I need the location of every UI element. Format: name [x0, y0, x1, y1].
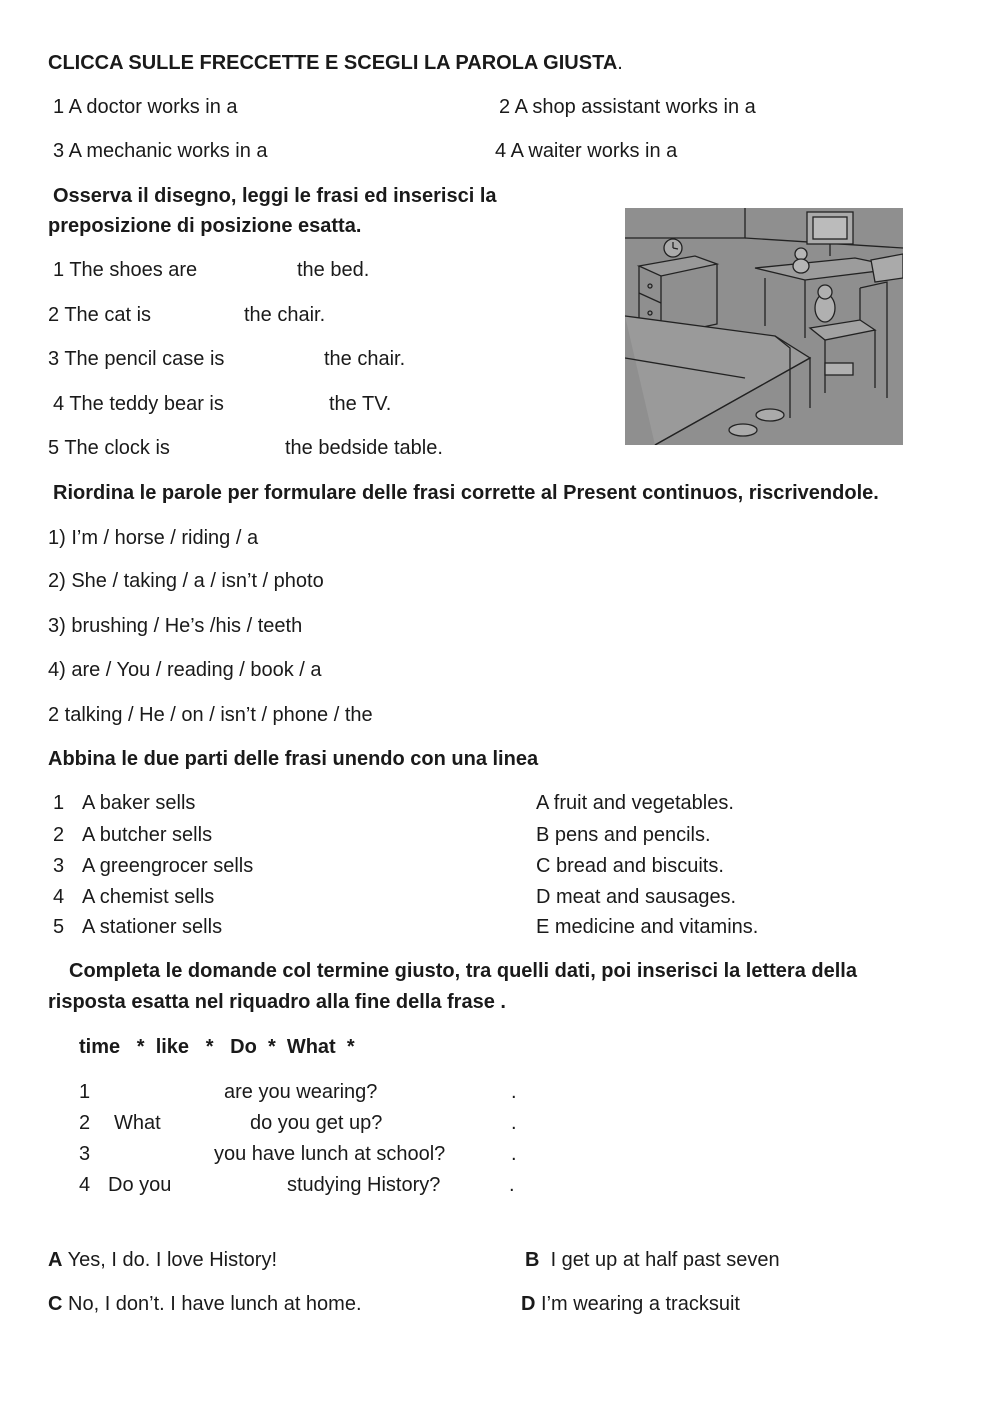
bedroom-drawing	[625, 208, 903, 445]
question-1-answer-box[interactable]: .	[511, 1081, 517, 1103]
match-left-text-5: A stationer sells	[82, 916, 223, 938]
exercise2-item-2-end: the chair.	[244, 304, 326, 326]
match-right-b: B pens and pencils.	[536, 824, 711, 846]
exercise2-item-5-end: the bedside table.	[285, 437, 443, 459]
answer-c-text: No, I don’t. I have lunch at home.	[62, 1293, 362, 1315]
question-3-answer-box[interactable]: .	[511, 1143, 517, 1165]
exercise2-item-2-start: 2 The cat is	[48, 304, 152, 326]
exercise2-item-3-start: 3 The pencil case is	[48, 348, 225, 370]
match-left-num-2: 2	[53, 824, 65, 846]
match-left-num-5: 5	[53, 916, 65, 938]
answer-a-text: Yes, I do. I love History!	[62, 1249, 278, 1271]
exercise5-instruction-line2: risposta esatta nel riquadro alla fine della frase .	[48, 991, 506, 1013]
exercise2-item-4-start: 4 The teddy bear is	[53, 393, 224, 415]
match-right-e: E medicine and vitamins.	[536, 916, 759, 938]
exercise3-item-2: 2) She / taking / a / isn’t / photo	[48, 570, 324, 592]
answer-c-letter: C	[48, 1293, 63, 1315]
exercise1-item-3: 3 A mechanic works in a	[53, 140, 268, 162]
exercise4-instruction: Abbina le due parti delle frasi unendo con una linea	[48, 748, 539, 770]
exercise5-instruction-line1: Completa le domande col termine giusto, tra quelli dati, poi inserisci la lettera della	[69, 960, 857, 982]
exercise3-instruction: Riordina le parole per formulare delle frasi corrette al Present continuos, riscrivendole.	[53, 482, 879, 504]
answer-d	[521, 1292, 740, 1316]
exercise2-item-4-end: the TV.	[329, 393, 392, 415]
question-4-pre: Do you	[108, 1174, 172, 1196]
exercise2-item-5-start: 5 The clock is	[48, 437, 170, 459]
question-2-num: 2	[79, 1112, 91, 1134]
exercise2-instruction-line1: Osserva il disegno, leggi le frasi ed inserisci la	[53, 185, 497, 207]
exercise1-item-2: 2 A shop assistant works in a	[499, 96, 756, 118]
answer-c	[48, 1292, 362, 1316]
match-left-num-4: 4	[53, 886, 65, 908]
match-left-num-3: 3	[53, 855, 65, 877]
exercise1-item-4: 4 A waiter works in a	[495, 140, 678, 162]
match-left-text-2: A butcher sells	[82, 824, 213, 846]
answer-d-letter: D	[521, 1293, 536, 1315]
exercise3-item-5: 2 talking / He / on / isn’t / phone / the	[48, 704, 373, 726]
bedroom-illustration	[625, 208, 903, 445]
instruction-title-text: CLICCA SULLE FRECCETTE E SCEGLI LA PAROLA GIUSTA	[48, 52, 618, 74]
exercise2-item-1-end: the bed.	[297, 259, 370, 281]
match-left-text-1: A baker sells	[82, 792, 196, 814]
match-right-d: D meat and sausages.	[536, 886, 737, 908]
instruction-title	[48, 51, 623, 75]
match-left-num-1: 1	[53, 792, 65, 814]
question-2-pre: What	[114, 1112, 161, 1134]
exercise2-instruction-line2: preposizione di posizione esatta.	[48, 215, 362, 237]
exercise2-item-3-end: the chair.	[324, 348, 406, 370]
exercise3-item-3: 3) brushing / He’s /his / teeth	[48, 615, 303, 637]
answer-d-text: I’m wearing a tracksuit	[535, 1293, 740, 1315]
instruction-title-dot: .	[617, 52, 623, 74]
question-3-text: you have lunch at school?	[214, 1143, 446, 1165]
answer-b-text: I get up at half past seven	[539, 1249, 780, 1271]
match-right-a: A fruit and vegetables.	[536, 792, 734, 814]
question-1-num: 1	[79, 1081, 91, 1103]
question-2-text: do you get up?	[250, 1112, 383, 1134]
exercise3-item-4: 4) are / You / reading / book / a	[48, 659, 322, 681]
exercise1-item-1: 1 A doctor works in a	[53, 96, 238, 118]
question-4-num: 4	[79, 1174, 91, 1196]
question-2-answer-box[interactable]: .	[511, 1112, 517, 1134]
match-left-text-3: A greengrocer sells	[82, 855, 254, 877]
answer-b	[525, 1248, 780, 1272]
exercise3-item-1: 1) I’m / horse / riding / a	[48, 527, 259, 549]
question-4-text: studying History?	[287, 1174, 441, 1196]
match-right-c: C bread and biscuits.	[536, 855, 724, 877]
answer-a	[48, 1248, 277, 1272]
match-left-text-4: A chemist sells	[82, 886, 215, 908]
answer-a-letter: A	[48, 1249, 63, 1271]
answer-b-letter: B	[525, 1249, 540, 1271]
word-bank: time * like * Do * What *	[79, 1036, 355, 1058]
question-4-answer-box[interactable]: .	[509, 1174, 515, 1196]
question-1-text: are you wearing?	[224, 1081, 378, 1103]
question-3-num: 3	[79, 1143, 91, 1165]
exercise2-item-1-start: 1 The shoes are	[53, 259, 198, 281]
